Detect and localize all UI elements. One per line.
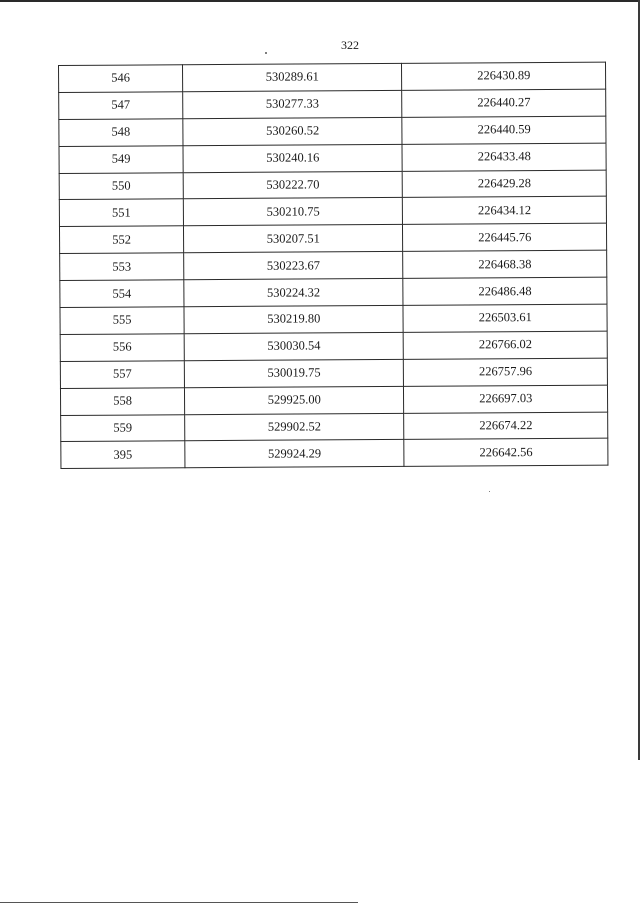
x-coordinate-cell: 530030.54 — [184, 332, 404, 360]
point-number-cell: 549 — [59, 145, 183, 173]
table-row — [60, 250, 607, 280]
x-coordinate-cell: 530207.51 — [183, 225, 403, 253]
y-coordinate-cell: 226440.59 — [402, 116, 606, 144]
point-number-cell: 553 — [60, 253, 184, 281]
y-coordinate-cell: 226503.61 — [403, 304, 607, 332]
table-row — [59, 89, 606, 119]
x-coordinate-cell: 530240.16 — [183, 144, 403, 172]
table-row — [60, 304, 607, 334]
y-coordinate-cell: 226674.22 — [404, 412, 608, 440]
y-coordinate-cell: 226430.89 — [402, 62, 606, 90]
x-coordinate-cell: 530019.75 — [184, 359, 404, 387]
x-coordinate-cell: 530289.61 — [183, 63, 403, 91]
table-row — [60, 331, 607, 361]
y-coordinate-cell: 226429.28 — [403, 170, 607, 198]
x-coordinate-cell: 530260.52 — [183, 117, 403, 145]
y-coordinate-cell: 226434.12 — [403, 197, 607, 225]
point-number-cell: 551 — [59, 199, 183, 227]
y-coordinate-cell: 226445.76 — [403, 223, 607, 251]
point-number-cell: 554 — [60, 280, 184, 308]
point-number-cell: 558 — [60, 387, 184, 415]
point-number-cell: 557 — [60, 361, 184, 389]
point-number-cell: 547 — [59, 92, 183, 120]
x-coordinate-cell: 529902.52 — [185, 413, 405, 441]
table-row — [59, 197, 606, 227]
x-coordinate-cell: 530224.32 — [184, 279, 404, 307]
y-coordinate-cell: 226468.38 — [403, 250, 607, 278]
x-coordinate-cell: 530219.80 — [184, 305, 404, 333]
table-row — [59, 116, 606, 146]
x-coordinate-cell: 529925.00 — [184, 386, 404, 414]
table-row — [59, 170, 606, 200]
table-row — [60, 358, 607, 388]
table-row — [61, 412, 608, 442]
footer-rule — [0, 902, 358, 903]
x-coordinate-cell: 530222.70 — [183, 171, 403, 199]
y-coordinate-cell: 226433.48 — [402, 143, 606, 171]
y-coordinate-cell: 226697.03 — [404, 385, 608, 413]
coordinates-table — [58, 62, 608, 470]
point-number-cell: 395 — [61, 441, 185, 469]
scan-speck — [489, 491, 490, 492]
point-number-cell: 555 — [60, 307, 184, 335]
table-row — [59, 223, 606, 253]
point-number-cell: 548 — [59, 119, 183, 147]
table-row — [61, 439, 608, 469]
y-coordinate-cell: 226766.02 — [404, 331, 608, 359]
coordinates-table-wrapper — [58, 62, 608, 470]
y-coordinate-cell: 226440.27 — [402, 89, 606, 117]
point-number-cell: 552 — [59, 226, 183, 254]
point-number-cell: 550 — [59, 172, 183, 200]
x-coordinate-cell: 530223.67 — [184, 252, 404, 280]
table-row — [60, 385, 607, 415]
x-coordinate-cell: 530210.75 — [183, 198, 403, 226]
point-number-cell: 546 — [59, 65, 183, 93]
x-coordinate-cell: 529924.29 — [185, 440, 405, 468]
table-row — [59, 143, 606, 173]
table-row — [59, 62, 606, 92]
y-coordinate-cell: 226486.48 — [403, 277, 607, 305]
coordinates-table-body — [59, 62, 608, 469]
page-number: 322 — [341, 38, 359, 52]
scan-top-border — [0, 0, 638, 2]
point-number-cell: 556 — [60, 334, 184, 362]
y-coordinate-cell: 226757.96 — [404, 358, 608, 386]
table-row — [60, 277, 607, 307]
point-number-cell: 559 — [61, 414, 185, 442]
y-coordinate-cell: 226642.56 — [404, 439, 608, 467]
x-coordinate-cell: 530277.33 — [183, 90, 403, 118]
